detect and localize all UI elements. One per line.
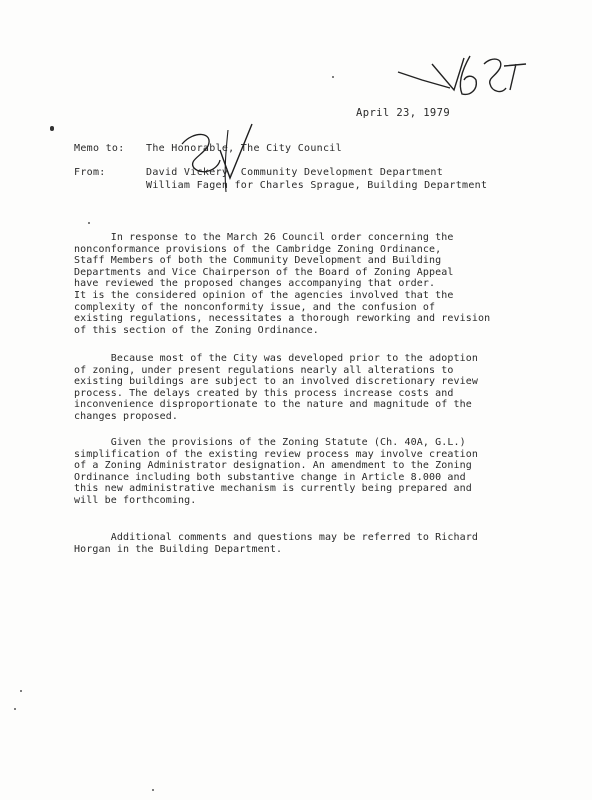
- memo-to-value: The Honorable, The City Council: [146, 143, 342, 154]
- paragraph-line: nonconformance provisions of the Cambridge Zoning Ordinance,: [74, 243, 442, 255]
- body-paragraph-2: [74, 353, 534, 423]
- paragraph-line: Because most of the City was developed prior to the adoption: [74, 353, 478, 364]
- paragraph-line: Ordinance including both substantive change in Article 8.000 and: [74, 471, 466, 483]
- paragraph-line: changes proposed.: [74, 410, 179, 422]
- handwritten-number-mark: [392, 50, 532, 102]
- paragraph-line: have reviewed the proposed changes accompanying that order.: [74, 278, 436, 290]
- paragraph-line: Departments and Vice Chairperson of the Board of Zoning Appeal: [74, 266, 454, 278]
- scan-speck: [152, 789, 154, 791]
- paragraph-line: existing regulations, necessitates a thorough reworking and revision: [74, 313, 491, 325]
- paragraph-line: Horgan in the Building Department.: [74, 543, 283, 555]
- paragraph-line: process. The delays created by this process increase costs and: [74, 387, 454, 399]
- memo-to-label: Memo to:: [74, 143, 125, 154]
- memo-date: April 23, 1979: [356, 107, 451, 119]
- memo-from-line2: William Fagen for Charles Sprague, Building Department: [146, 180, 488, 191]
- memo-from-row: [74, 167, 443, 178]
- paragraph-line: Given the provisions of the Zoning Statute (Ch. 40A, G.L.): [74, 437, 466, 448]
- paragraph-line: simplification of the existing review process may involve creation: [74, 448, 478, 460]
- paragraph-line: this new administrative mechanism is currently being prepared and: [74, 483, 472, 495]
- scan-speck: [14, 708, 16, 710]
- paragraph-line: inconvenience disproportionate to the nature and magnitude of the: [74, 399, 472, 411]
- scan-speck: [88, 222, 90, 224]
- paragraph-line: of a Zoning Administrator designation. An amendment to the Zoning: [74, 460, 472, 472]
- paragraph-line: Additional comments and questions may be referred to Richard: [74, 532, 478, 543]
- paragraph-line: Staff Members of both the Community Development and Building: [74, 255, 442, 267]
- body-paragraph-3: [74, 437, 534, 507]
- paragraph-line: existing buildings are subject to an involved discretionary review: [74, 376, 478, 388]
- scan-speck: [20, 690, 22, 692]
- paragraph-line: In response to the March 26 Council order concerning the: [74, 232, 454, 243]
- memo-from-line1: David Vickery, Community Development Department: [146, 167, 444, 178]
- scan-speck: [332, 76, 334, 78]
- body-paragraph-1: [74, 232, 534, 336]
- paragraph-line: will be forthcoming.: [74, 494, 197, 506]
- memo-from-label: From:: [74, 167, 106, 178]
- paragraph-line: of zoning, under present regulations nearly all alterations to: [74, 364, 454, 376]
- paragraph-line: It is the considered opinion of the agencies involved that the: [74, 289, 454, 301]
- paragraph-line: of this section of the Zoning Ordinance.: [74, 324, 319, 336]
- paragraph-line: complexity of the nonconformity issue, and the confusion of: [74, 301, 436, 313]
- body-paragraph-4: [74, 532, 534, 555]
- margin-mark: [50, 126, 54, 131]
